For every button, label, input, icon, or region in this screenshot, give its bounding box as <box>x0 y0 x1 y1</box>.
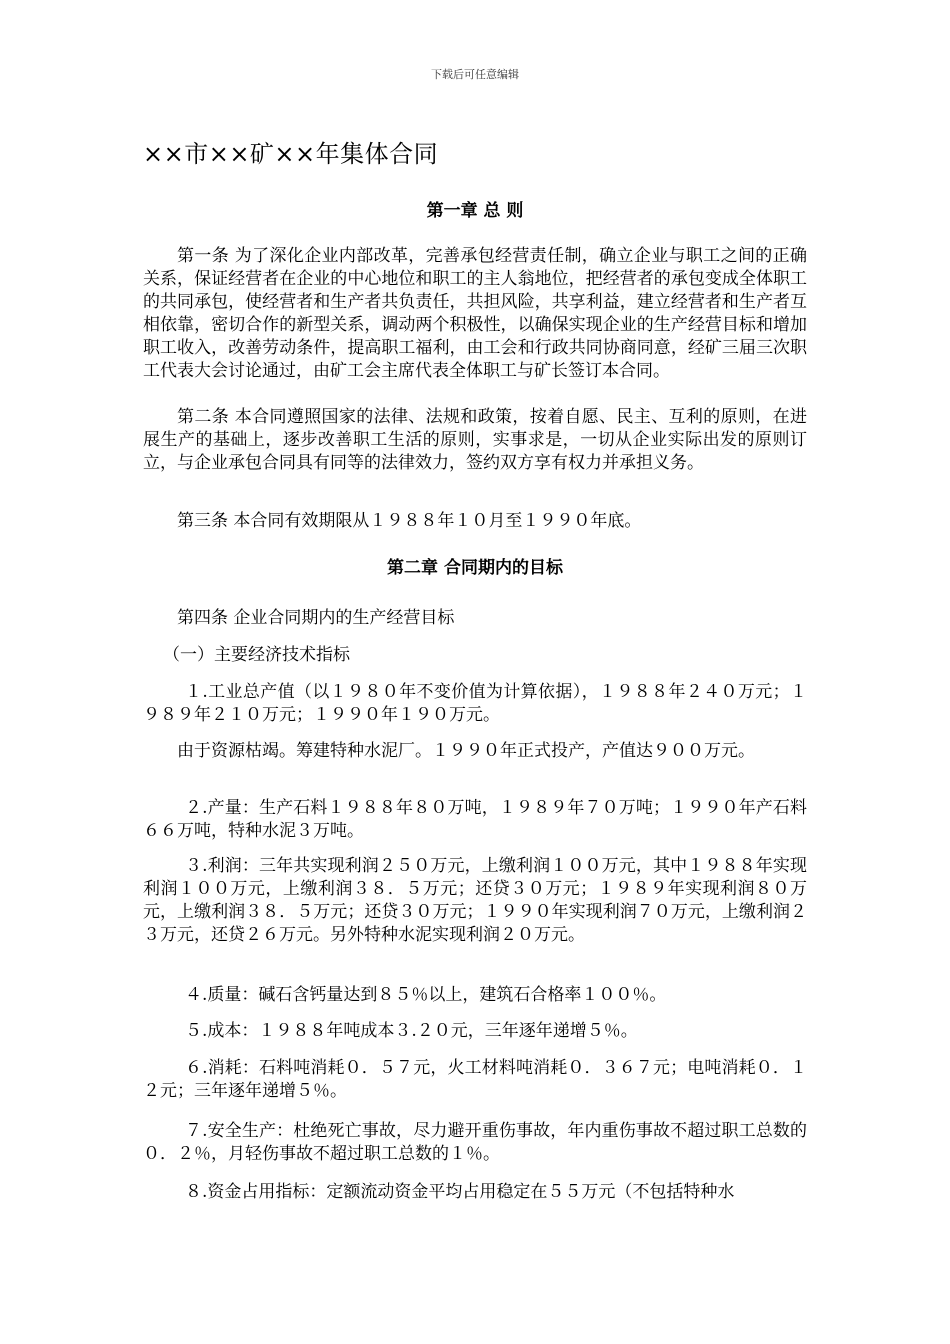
chapter-heading-1: 第一章 总 则 <box>426 201 524 221</box>
item-7-paragraph: ７.安全生产：杜绝死亡事故，尽力避开重伤事故，年内重伤事故不超过职工总数的０．２％，月轻伤事故不超过职工总数的１％。 <box>143 1121 807 1164</box>
item-1-note-paragraph: 由于资源枯竭。筹建特种水泥厂。１９９０年正式投产，产值达９００万元。 <box>177 741 755 761</box>
item-3-paragraph: ３.利润：三年共实现利润２５０万元，上缴利润１００万元，其中１９８８年实现利润１００万元，上缴利润３８．５万元；还贷３０万元；１９８９年实现利润８０万元，上缴利润３８．５万元；还贷３０万元；１９９０年实现利润７０万元，上缴利润２３万元，还贷２６万元。另外特种水泥实现利润２０万元。 <box>143 856 807 945</box>
item-5-paragraph: ５.成本：１９８８年吨成本３.２０元，三年逐年递增５％。 <box>185 1021 638 1041</box>
page-title: ××市××矿××年集体合同 <box>143 140 439 168</box>
item-1-paragraph: １.工业总产值（以１９８０年不变价值为计算依据），１９８８年２４０万元；１９８９年２１０万元；１９９０年１９０万元。 <box>143 682 807 725</box>
item-8-paragraph: ８.资金占用指标：定额流动资金平均占用稳定在５５万元（不包括特种水 <box>185 1182 735 1202</box>
item-4-paragraph: ４.质量：碱石含钙量达到８５％以上，建筑石合格率１００％。 <box>185 985 667 1005</box>
article-1-paragraph: 第一条 为了深化企业内部改革，完善承包经营责任制，确立企业与职工之间的正确关系，保证经营者在企业的中心地位和职工的主人翁地位，把经营者的承包变成全体职工的共同承包，使经营者和生产者共负责任，共担风险，共享利益，建立经营者和生产者互相依靠，密切合作的新型关系，调动两个积极性，以确保实现企业的生产经营目标和增加职工收入，改善劳动条件，提高职工福利，由工会和行政共同协商同意，经矿三届三次职工代表大会讨论通过，由矿工会主席代表全体职工与矿长签订本合同。 <box>143 246 807 381</box>
chapter-heading-2: 第二章 合同期内的目标 <box>387 558 563 578</box>
header-note: 下载后可任意编辑 <box>431 68 519 81</box>
subsection-heading: （一）主要经济技术指标 <box>163 645 350 665</box>
item-2-paragraph: ２.产量：生产石料１９８８年８０万吨，１９８９年７０万吨；１９９０年产石料６６万吨，特种水泥３万吨。 <box>143 798 807 841</box>
article-2-paragraph: 第二条 本合同遵照国家的法律、法规和政策，按着自愿、民主、互利的原则，在进展生产的基础上，逐步改善职工生活的原则，实事求是，一切从企业实际出发的原则订立，与企业承包合同具有同等的法律效力，签约双方享有权力并承担义务。 <box>143 407 807 473</box>
item-6-paragraph: ６.消耗：石料吨消耗０．５７元，火工材料吨消耗０．３６７元；电吨消耗０．１２元；三年逐年递增５％。 <box>143 1058 807 1101</box>
article-3-paragraph: 第三条 本合同有效期限从１９８８年１０月至１９９０年底。 <box>177 511 642 531</box>
article-4-paragraph: 第四条 企业合同期内的生产经营目标 <box>177 608 455 628</box>
